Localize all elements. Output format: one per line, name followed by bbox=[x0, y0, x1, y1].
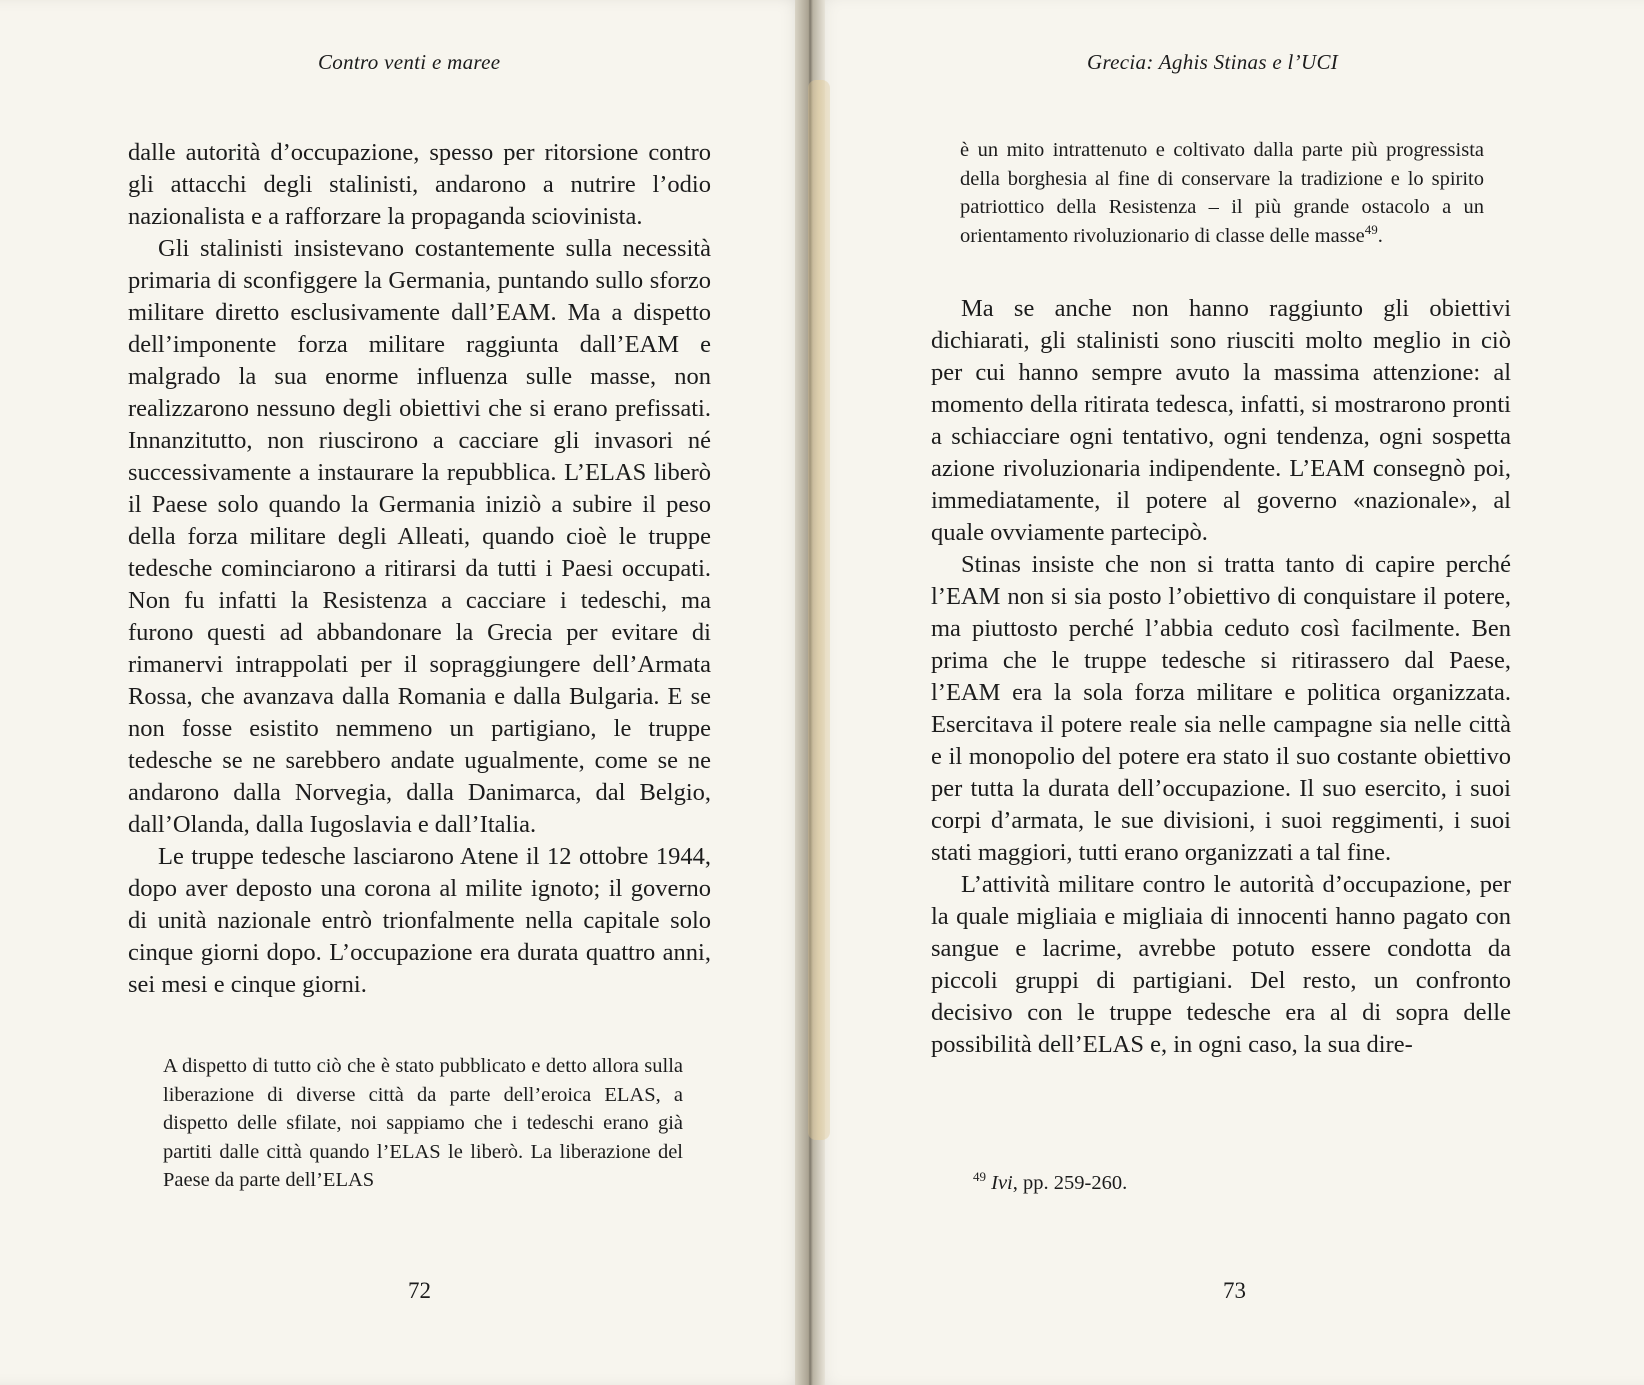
page-number-left: 72 bbox=[408, 1278, 431, 1303]
paragraph: Ma se anche non hanno raggiunto gli obiettivi dichiarati, gli stalinisti sono riusciti molto meglio in ciò per cui hanno sempre avuto la massima attenzione: al momento della ritirata tedesca, infatti, si mostrarono pronti a schiacciare ogni tentativo, ogni tendenza, ogni sospetta azione rivoluzionaria indipendente. L’EAM consegnò poi, immediatamente, il potere al governo «nazionale», al quale ovviamente partecipò. bbox=[931, 295, 1511, 546]
left-block-quote bbox=[163, 1052, 683, 1195]
left-page bbox=[0, 0, 810, 1385]
running-head-right: Grecia: Aghis Stinas e l’UCI bbox=[1087, 50, 1339, 74]
quote-text: A dispetto di tutto ciò che è stato pubblicato e detto allora sulla liberazione di diverse città da parte dell’eroica ELAS, a dispetto delle sfilate, noi sappiamo che i tedeschi erano già partiti dalle città quando l’ELAS le liberò. La liberazione del Paese da parte dell’ELAS bbox=[163, 1055, 683, 1191]
footnote-number: 49 bbox=[973, 1169, 986, 1184]
paragraph: dalle autorità d’occupazione, spesso per ritorsione contro gli attacchi degli stalinisti, andarono a nutrire l’odio nazionalista e a rafforzare la propaganda sciovinista. bbox=[128, 139, 711, 230]
binding-tape bbox=[808, 80, 830, 1140]
right-page bbox=[810, 0, 1644, 1385]
quote-end: . bbox=[1377, 224, 1383, 247]
right-body-text bbox=[931, 293, 1511, 1061]
page-number-right: 73 bbox=[1223, 1278, 1246, 1303]
quote-body: è un mito intrattenuto e coltivato dalla parte più progressista della borghesia al fine di conservare la tradizione e lo spirito patriottico della Resistenza – il più grande ostacolo a un orientamento rivoluzionario di classe delle masse bbox=[960, 139, 1484, 247]
right-block-quote bbox=[960, 136, 1484, 250]
footnote bbox=[973, 1169, 1128, 1195]
note-reference[interactable]: 49 bbox=[1364, 221, 1378, 237]
footnote-pages: , pp. 259-260. bbox=[1012, 1172, 1128, 1194]
footnote-source: Ivi bbox=[991, 1172, 1013, 1194]
quote-text bbox=[960, 136, 1484, 250]
left-body-text bbox=[128, 137, 711, 1001]
running-head-left: Contro venti e maree bbox=[318, 50, 501, 74]
paragraph: Le truppe tedesche lasciarono Atene il 12 ottobre 1944, dopo aver deposto una corona al milite ignoto; il governo di unità nazionale entrò trionfalmente nella capitale solo cinque giorni dopo. L’occupazione era durata quattro anni, sei mesi e cinque giorni. bbox=[128, 843, 711, 998]
paragraph: Gli stalinisti insistevano costantemente sulla necessità primaria di sconfiggere la Germania, puntando sullo sforzo militare diretto esclusivamente dall’EAM. Ma a dispetto dell’imponente forza militare raggiunta dall’EAM e malgrado la sua enorme influenza sulle masse, non realizzarono nessuno degli obiettivi che si erano prefissati. Innanzitutto, non riuscirono a cacciare gli invasori né successivamente a instaurare la repubblica. L’ELAS liberò il Paese solo quando la Germania iniziò a subire il peso della forza militare degli Alleati, quando cioè le truppe tedesche cominciarono a ritirarsi da tutti i Paesi occupati. Non fu infatti la Resistenza a cacciare i tedeschi, ma furono questi ad abbandonare la Grecia per evitare di rimanervi intrappolati per il sopraggiungere dell’Armata Rossa, che avanzava dalla Romania e dalla Bulgaria. E se non fosse esistito nemmeno un partigiano, le truppe tedesche se ne sarebbero andate ugualmente, come se ne andarono dalla Norvegia, dalla Danimarca, dal Belgio, dall’Olanda, dalla Iugoslavia e dall’Italia. bbox=[128, 235, 711, 838]
paragraph: Stinas insiste che non si tratta tanto di capire perché l’EAM non si sia posto l’obiettivo di conquistare il potere, ma piuttosto perché l’abbia ceduto così facilmente. Ben prima che le truppe tedesche si ritirassero dal Paese, l’EAM era la sola forza militare e politica organizzata. Esercitava il potere reale sia nelle campagne sia nelle città e il monopolio del potere era stato il suo costante obiettivo per tutta la durata dell’occupazione. Il suo esercito, i suoi corpi d’armata, le sue divisioni, i suoi reggimenti, i suoi stati maggiori, tutti erano organizzati a tal fine. bbox=[931, 551, 1511, 866]
paragraph: L’attività militare contro le autorità d’occupazione, per la quale migliaia e migliaia di innocenti hanno pagato con sangue e lacrime, avrebbe potuto essere condotta da piccoli gruppi di partigiani. Del resto, un confronto decisivo con le truppe tedesche era al di sopra delle possibilità dell’ELAS e, in ogni caso, la sua dire- bbox=[931, 871, 1511, 1058]
